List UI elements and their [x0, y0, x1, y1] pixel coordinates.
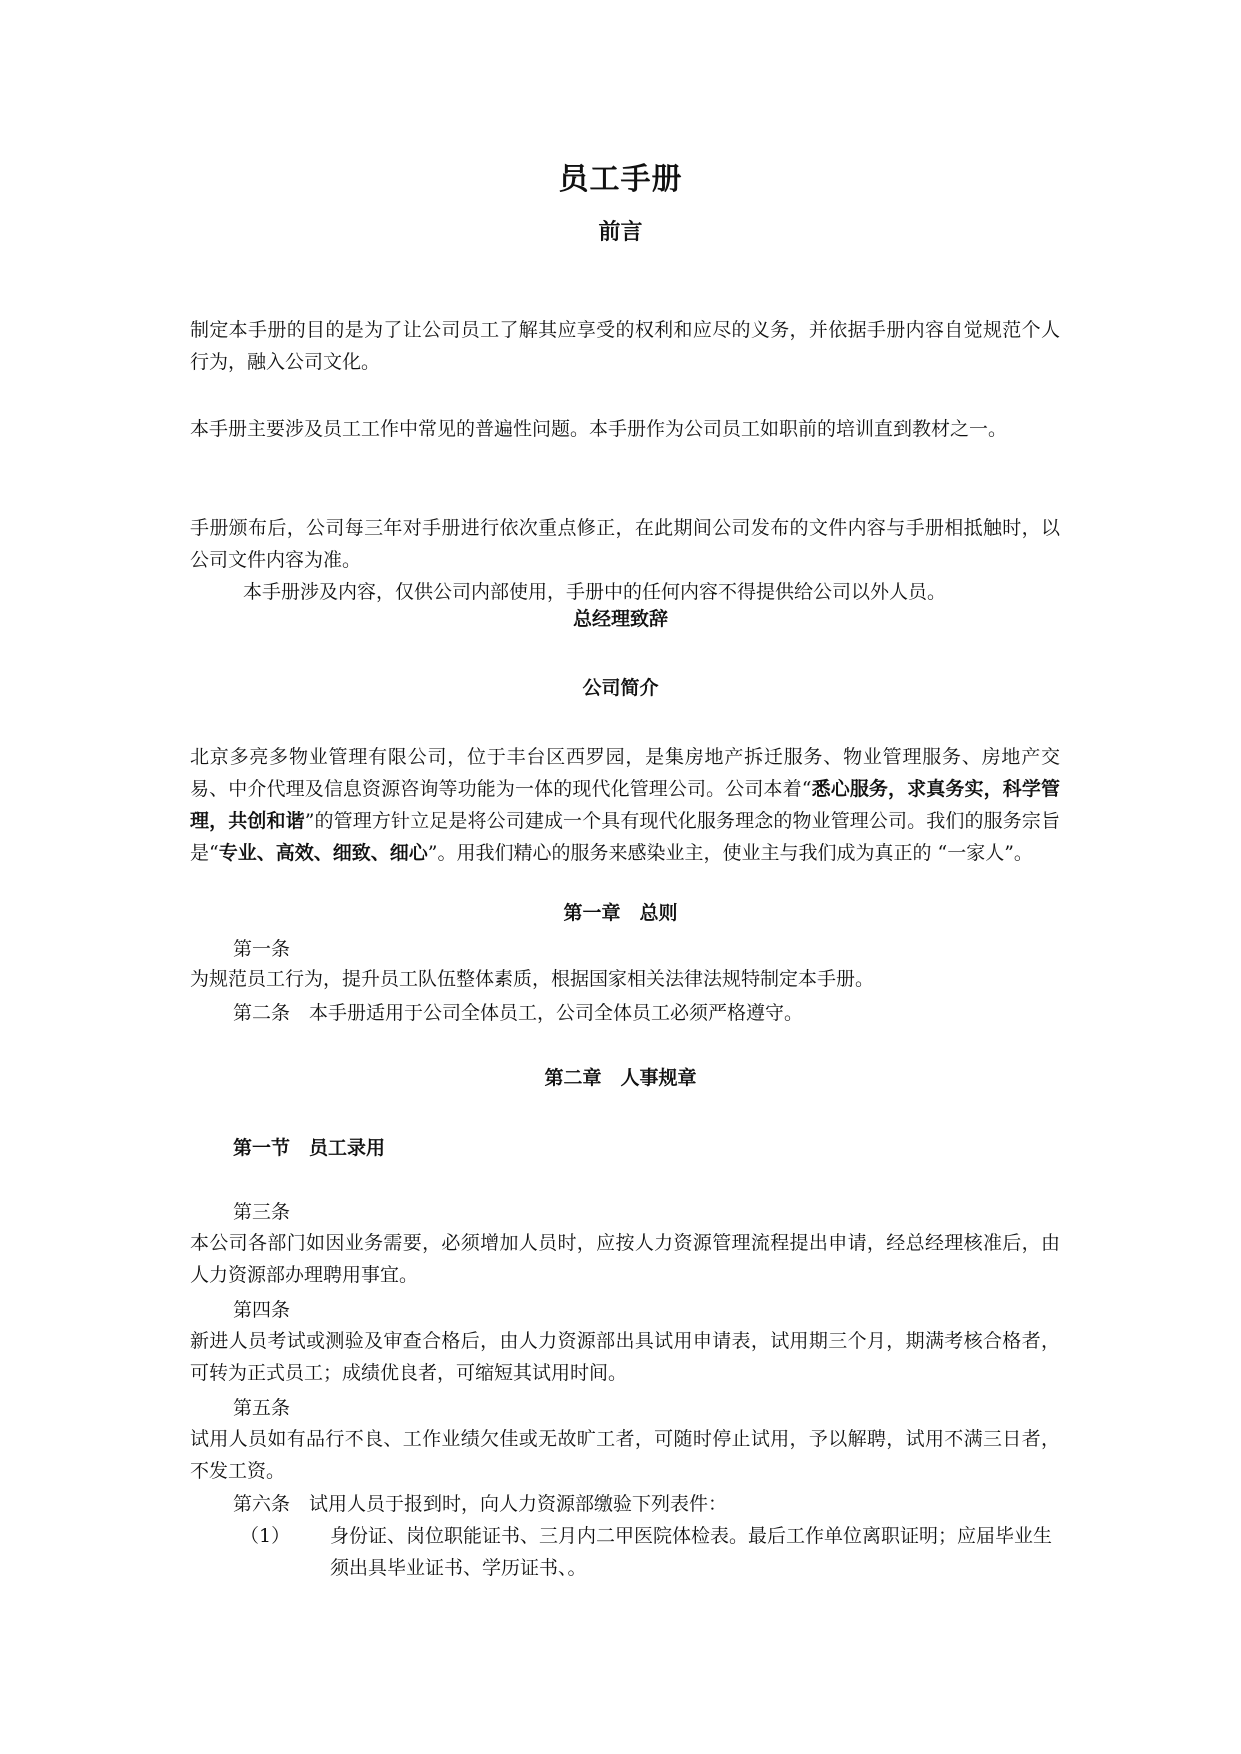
intro-text-3: ”。用我们精心的服务来感染业主，使业主与我们成为真正的 “一家人”。	[427, 842, 1033, 864]
list-item-text: 身份证、岗位职能证书、三月内二甲医院体检表。最后工作单位离职证明；应届毕业生须出具毕业证书、学历证书、。	[330, 1525, 1053, 1579]
company-intro-paragraph	[190, 741, 1060, 869]
company-intro-heading: 公司简介	[582, 677, 659, 699]
intro-text-1: 北京多亮多物业管理有限公司，位于丰台区西罗园，是集房地产拆迁服务、物业管理服务、房地产交易、中介代理及信息资源咨询等功能为一体的现代化管理公司。公司本着“	[190, 746, 1060, 800]
list-item-number: （1）	[240, 1525, 291, 1547]
article2-text: 第二条 本手册适用于公司全体员工，公司全体员工必须严格遵守。	[233, 1002, 804, 1024]
foreword-paragraph-2: 本手册主要涉及员工工作中常见的普遍性问题。本手册作为公司员工如职前的培训直到教材之一。	[190, 418, 1008, 440]
foreword-paragraph-1: 制定本手册的目的是为了让公司员工了解其应享受的权利和应尽的义务，并依据手册内容自觉规范个人行为，融入公司文化。	[190, 319, 1060, 373]
article1-text: 为规范员工行为，提升员工队伍整体素质，根据国家相关法律法规特制定本手册。	[190, 968, 875, 990]
section1-heading: 第一节 员工录用	[233, 1137, 386, 1159]
intro-text-2: ”的管理方针立足是将公司建成一个具有现代化服务理念的物业管理公司。我们的服务宗旨是“	[190, 810, 1060, 864]
article5-label: 第五条	[233, 1397, 291, 1419]
article1-label: 第一条	[233, 938, 291, 960]
management-policy: 悉心服务，求真务实，科学管理，共创和谐	[190, 778, 1060, 832]
chapter2-heading: 第二章 人事规章	[544, 1067, 697, 1089]
article3-text: 本公司各部门如因业务需要，必须增加人员时，应按人力资源管理流程提出申请，经总经理核准后，由人力资源部办理聘用事宜。	[190, 1232, 1060, 1286]
foreword-paragraph-4: 本手册涉及内容，仅供公司内部使用，手册中的任何内容不得提供给公司以外人员。	[243, 581, 947, 603]
foreword-heading: 前言	[598, 220, 643, 245]
gm-speech-heading: 总经理致辞	[572, 608, 668, 630]
foreword-paragraph-3: 手册颁布后，公司每三年对手册进行依次重点修正，在此期间公司发布的文件内容与手册相抵触时，以公司文件内容为准。	[190, 517, 1060, 571]
article4-label: 第四条	[233, 1299, 291, 1321]
article3-label: 第三条	[233, 1201, 291, 1223]
chapter1-heading: 第一章 总则	[563, 902, 678, 924]
document-title: 员工手册	[558, 162, 683, 197]
service-tenet: 专业、高效、细致、细心	[218, 842, 428, 864]
article4-text: 新进人员考试或测验及审查合格后，由人力资源部出具试用申请表，试用期三个月，期满考核合格者，可转为正式员工；成绩优良者，可缩短其试用时间。	[190, 1330, 1060, 1384]
article5-text: 试用人员如有品行不良、工作业绩欠佳或无故旷工者，可随时停止试用，予以解聘，试用不满三日者，不发工资。	[190, 1428, 1060, 1482]
article6-text: 第六条 试用人员于报到时，向人力资源部缴验下列表件：	[233, 1493, 728, 1515]
